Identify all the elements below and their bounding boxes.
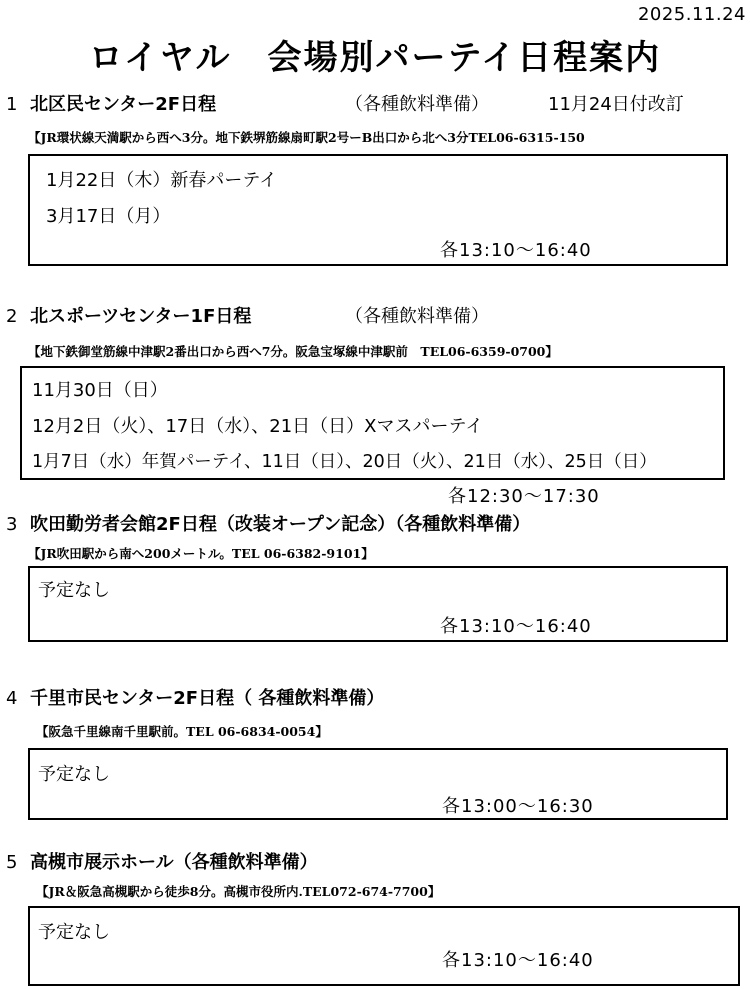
schedule-box: [28, 154, 728, 266]
venue-name: 吹田勤労者会館2F日程（改装オープン記念）（各種飲料準備）: [30, 514, 531, 535]
schedule-line: 予定なし: [38, 764, 110, 785]
schedule-line: 12月2日（火）、17日（水）、21日（日）Xマスパーテイ: [32, 416, 484, 437]
time-range: 各12:30〜17:30: [448, 486, 600, 507]
schedule-box: [28, 906, 740, 986]
section-4-heading: [6, 684, 384, 710]
time-range: 各13:10〜16:40: [440, 616, 592, 637]
schedule-box: [20, 366, 725, 480]
schedule-line: 11月30日（日）: [32, 380, 168, 401]
section-number: 4: [6, 688, 18, 709]
venue-name: 北スポーツセンター1F日程: [30, 306, 252, 327]
section-number: 3: [6, 514, 18, 535]
section-1-heading: [6, 90, 216, 116]
access-note: 【JR環状線天満駅から西へ3分。地下鉄堺筋線扇町駅2号ーB出口から北へ3分TEL06-6315-150: [28, 130, 585, 145]
time-range: 各13:10〜16:40: [442, 950, 594, 971]
print-date: 2025.11.24: [637, 4, 746, 25]
section-2-heading: [6, 302, 251, 328]
schedule-line: 1月22日（木）新春パーテイ: [46, 170, 278, 191]
drinks-note: （各種飲料準備）: [345, 306, 489, 327]
time-range: 各13:00〜16:30: [442, 796, 594, 817]
section-number: 5: [6, 852, 18, 873]
section-3-heading: [6, 510, 530, 536]
time-range: 各13:10〜16:40: [440, 240, 592, 261]
access-note: 【JR＆阪急高槻駅から徒歩8分。高槻市役所内.TEL072-674-7700】: [36, 884, 441, 899]
venue-name: 北区民センター2F日程: [30, 94, 217, 115]
schedule-line: 予定なし: [38, 922, 110, 943]
schedule-box: [28, 566, 728, 642]
revision-note: 11月24日付改訂: [548, 94, 684, 115]
venue-name: 千里市民センター2F日程（ 各種飲料準備）: [30, 688, 385, 709]
drinks-note: （各種飲料準備）: [345, 94, 489, 115]
section-number: 2: [6, 306, 18, 327]
page-title: ロイヤル 会場別パーテイ日程案内: [88, 38, 662, 78]
access-note: 【阪急千里線南千里駅前。TEL 06-6834-0054】: [36, 724, 328, 739]
schedule-box: [28, 748, 728, 820]
schedule-line: 1月7日（水）年賀パーテイ、11日（日）、20日（火）、21日（水）、25日（日）: [32, 452, 657, 472]
schedule-line: 3月17日（月）: [46, 206, 171, 227]
schedule-line: 予定なし: [38, 580, 110, 601]
access-note: 【JR吹田駅から南へ200メートル。TEL 06-6382-9101】: [28, 546, 374, 561]
section-5-heading: [6, 848, 318, 874]
section-number: 1: [6, 94, 18, 115]
venue-name: 高槻市展示ホール（各種飲料準備）: [30, 852, 318, 873]
access-note: 【地下鉄御堂筋線中津駅2番出口から西へ7分。阪急宝塚線中津駅前 TEL06-6359-0700】: [28, 344, 558, 359]
